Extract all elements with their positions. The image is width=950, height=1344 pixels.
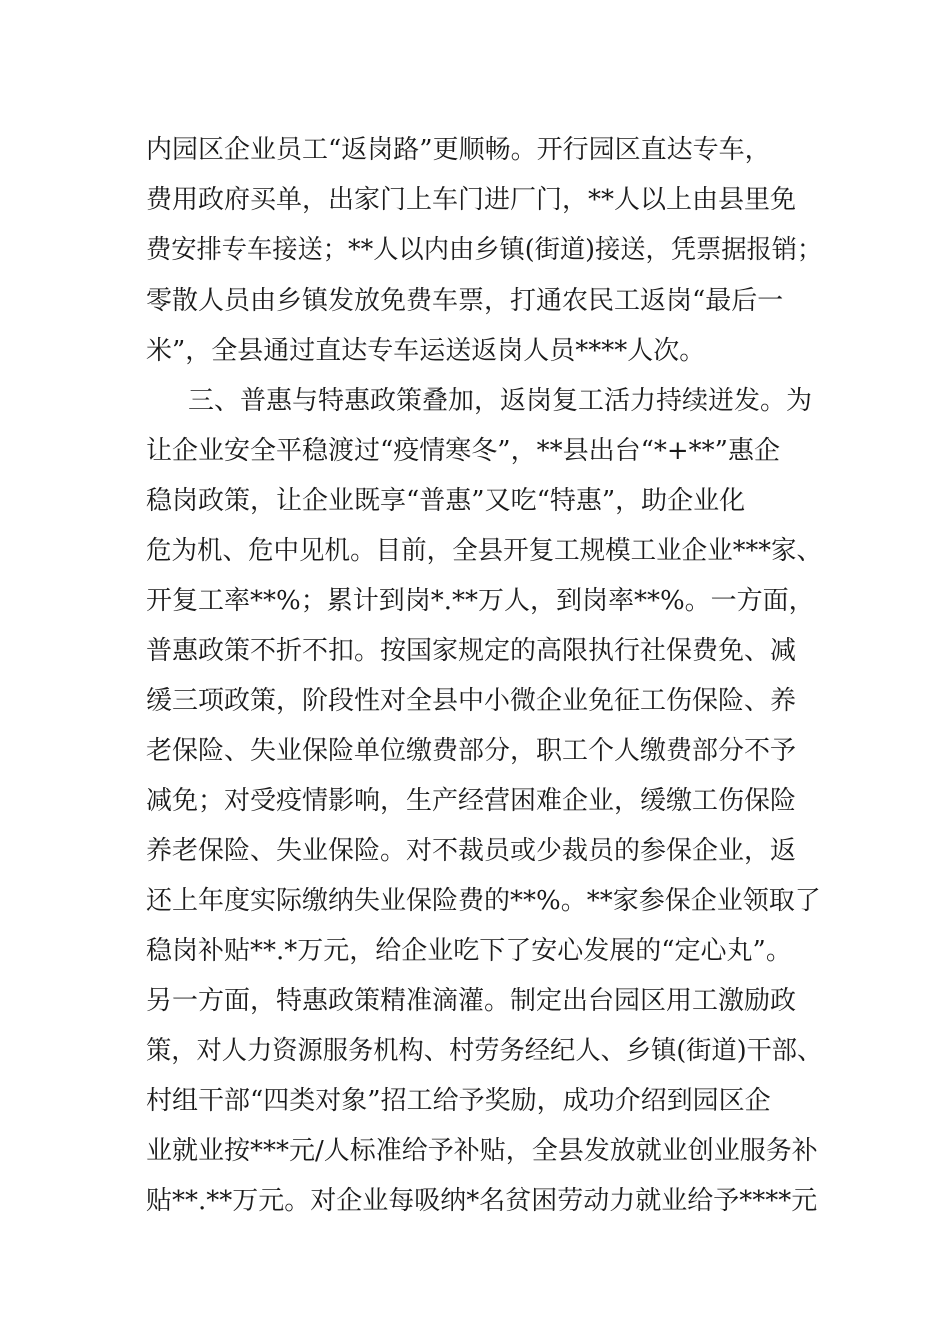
text-line: 稳岗补贴**.*万元，给企业吃下了安心发展的“定心丸”。 [146, 936, 792, 966]
text-line: 危为机、危中见机。目前，全县开复工规模工业企业***家、 [146, 536, 822, 566]
text-line: 让企业安全平稳渡过“疫情寒冬”，**县出台“*+**”惠企 [146, 436, 780, 466]
text-line: 内园区企业员工“返岗路”更顺畅。开行园区直达专车， [146, 135, 771, 165]
text-line: 开复工率**%；累计到岗*.**万人，到岗率**%。一方面， [146, 586, 815, 616]
text-line: 费安排专车接送；**人以内由乡镇(街道)接送，凭票据报销； [146, 235, 823, 265]
text-line: 普惠政策不折不扣。按国家规定的高限执行社保费免、减 [146, 636, 797, 666]
text-line: 业就业按***元/人标准给予补贴，全县发放就业创业服务补 [146, 1136, 818, 1166]
text-line: 减免；对受疫情影响，生产经营困难企业，缓缴工伤保险 [146, 786, 797, 816]
text-line: 另一方面，特惠政策精准滴灌。制定出台园区用工激励政 [146, 986, 797, 1016]
text-line: 稳岗政策，让企业既享“普惠”又吃“特惠”，助企业化 [146, 486, 746, 516]
text-line: 缓三项政策，阶段性对全县中小微企业免征工伤保险、养 [146, 686, 797, 716]
text-line: 贴**.**万元。对企业每吸纳*名贫困劳动力就业给予****元 [146, 1186, 818, 1216]
text-line: 还上年度实际缴纳失业保险费的**%。**家参保企业领取了 [146, 886, 821, 916]
text-line: 养老保险、失业保险。对不裁员或少裁员的参保企业，返 [146, 836, 797, 866]
text-line: 零散人员由乡镇发放免费车票，打通农民工返岗“最后一 [146, 286, 784, 316]
text-line: 策，对人力资源服务机构、村劳务经纪人、乡镇(街道)干部、 [146, 1036, 823, 1066]
text-line: 村组干部“四类对象”招工给予奖励，成功介绍到园区企 [146, 1086, 771, 1116]
text-line: 三、普惠与特惠政策叠加，返岗复工活力持续迸发。为 [188, 386, 813, 416]
text-line: 米”，全县通过直达专车运送返岗人员****人次。 [146, 336, 706, 366]
text-line: 老保险、失业保险单位缴费部分，职工个人缴费部分不予 [146, 736, 797, 766]
text-line: 费用政府买单，出家门上车门进厂门，**人以上由县里免 [146, 185, 797, 215]
